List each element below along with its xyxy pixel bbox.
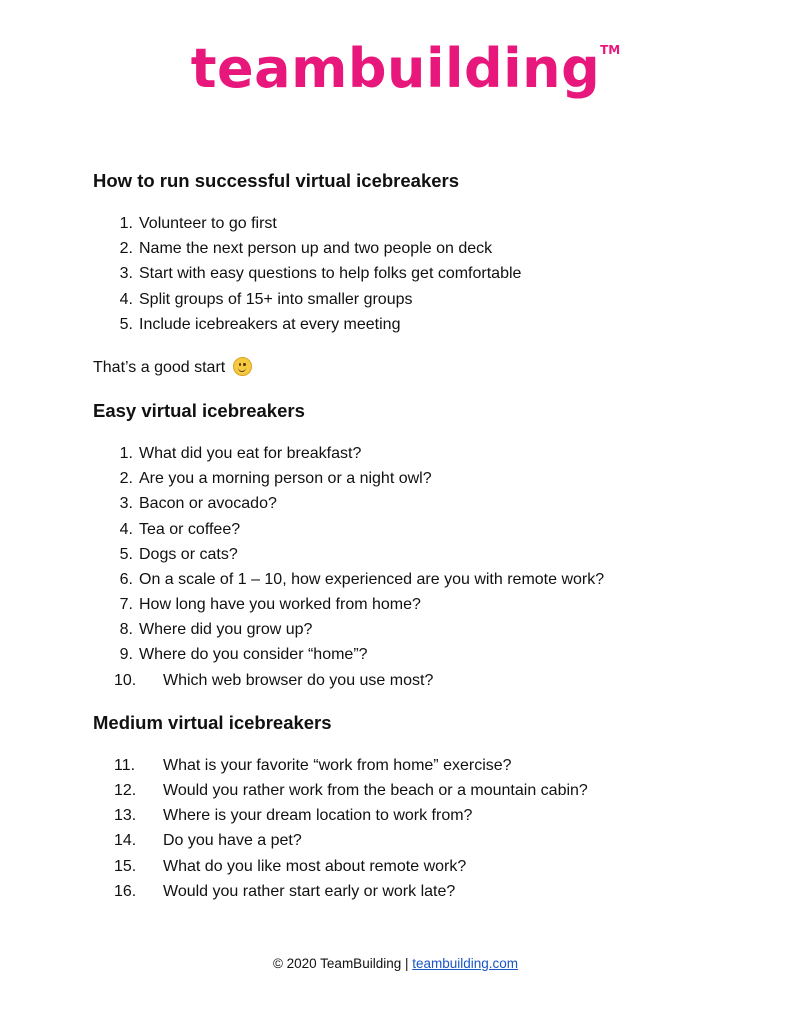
list-number: 1. — [119, 444, 133, 462]
list-text: Volunteer to go first — [139, 215, 277, 232]
list-item — [93, 236, 733, 261]
list-text: Where do you consider “home”? — [139, 646, 368, 664]
how-to-list — [93, 211, 733, 337]
list-number: 2. — [119, 470, 133, 488]
list-number: 12. — [114, 782, 137, 799]
easy-icebreakers-list — [93, 441, 733, 693]
list-number: 11. — [114, 756, 136, 774]
list-text: How long have you worked from home? — [139, 596, 421, 614]
list-item — [93, 211, 733, 236]
list-number: 13. — [114, 807, 137, 825]
list-item — [93, 778, 733, 803]
list-number: 7. — [119, 596, 133, 614]
list-item — [93, 261, 733, 286]
list-item — [93, 753, 733, 778]
list-number: 9. — [119, 646, 133, 664]
list-number: 14. — [114, 832, 137, 850]
list-text: Where did you grow up? — [139, 621, 313, 639]
list-item — [93, 592, 733, 617]
document-body — [93, 165, 733, 904]
list-text: Bacon or avocado? — [139, 495, 277, 513]
trademark-mark: TM — [600, 43, 621, 57]
list-item — [93, 567, 733, 592]
section-title-easy: Easy virtual icebreakers — [93, 399, 305, 421]
list-text: What is your favorite “work from home” exercise? — [163, 756, 512, 774]
list-item — [93, 441, 733, 466]
copyright-text: © 2020 TeamBuilding | — [272, 956, 413, 971]
list-item — [93, 668, 733, 693]
list-item — [93, 466, 733, 491]
list-text: On a scale of 1 – 10, how experienced are you with remote work? — [139, 570, 605, 588]
medium-icebreakers-list — [93, 753, 733, 904]
list-number: 16. — [114, 882, 137, 900]
good-start-note — [93, 355, 733, 381]
list-item — [93, 879, 733, 904]
list-item — [93, 828, 733, 853]
teambuilding-link[interactable]: teambuilding.com — [412, 956, 519, 971]
list-text: Which web browser do you use most? — [163, 671, 434, 689]
list-number: 3. — [119, 495, 133, 513]
section-title-how-to: How to run successful virtual icebreakers — [93, 170, 460, 191]
list-number: 8. — [119, 621, 133, 639]
list-number: 5. — [119, 315, 133, 333]
logo-text: teambuilding — [190, 37, 601, 100]
list-text: Would you rather start early or work late? — [163, 882, 456, 900]
list-text: Name the next person up and two people on deck — [139, 240, 493, 258]
logo — [0, 38, 791, 100]
list-item — [93, 312, 733, 337]
list-text: Tea or coffee? — [139, 520, 241, 538]
smiley-face-icon — [233, 357, 252, 376]
note-text: That’s a good start — [93, 358, 226, 376]
list-item — [93, 491, 733, 516]
list-text: Include icebreakers at every meeting — [139, 315, 401, 333]
list-item — [93, 642, 733, 667]
list-number: 4. — [119, 520, 133, 538]
list-item — [93, 854, 733, 879]
list-number: 2. — [119, 240, 133, 258]
list-number: 15. — [114, 857, 137, 875]
list-text: Are you a morning person or a night owl? — [139, 470, 432, 488]
list-number: 4. — [119, 290, 133, 308]
list-item — [93, 542, 733, 567]
list-text: Where is your dream location to work from? — [163, 807, 473, 825]
list-text: What do you like most about remote work? — [163, 857, 467, 875]
list-text: Split groups of 15+ into smaller groups — [139, 290, 413, 308]
list-number: 1. — [119, 215, 133, 232]
list-item — [93, 287, 733, 312]
list-number: 10. — [114, 671, 137, 689]
footer — [0, 956, 791, 971]
list-number: 6. — [119, 570, 133, 588]
list-number: 3. — [119, 265, 133, 283]
section-title-medium: Medium virtual icebreakers — [93, 711, 332, 733]
list-item — [93, 617, 733, 642]
list-text: Would you rather work from the beach or a mountain cabin? — [163, 782, 588, 799]
list-number: 5. — [119, 545, 133, 563]
logo-wordmark — [190, 37, 621, 100]
list-item — [93, 517, 733, 542]
list-text: Do you have a pet? — [163, 832, 302, 850]
list-item — [93, 803, 733, 828]
list-text: Dogs or cats? — [139, 545, 238, 563]
list-text: Start with easy questions to help folks get comfortable — [139, 265, 522, 283]
list-text: What did you eat for breakfast? — [139, 444, 362, 462]
